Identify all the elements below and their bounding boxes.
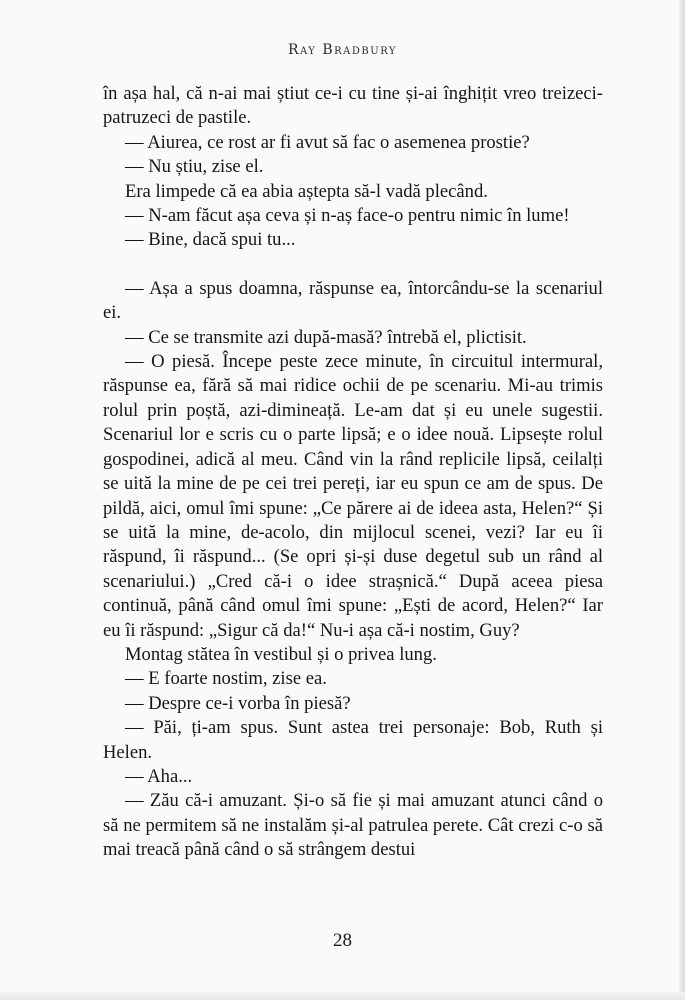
running-header: Ray Bradbury — [287, 42, 398, 58]
paragraph-3: — Nu știu, zise el. — [125, 156, 264, 178]
paragraph-5: — N-am făcut așa ceva și n-aș face-o pentru nimic în lume! — [125, 205, 570, 227]
paragraph-9: — O piesă. Începe peste zece minute, în circuitul intermural, răspunse ea, fără să mai ridice ochii de pe scenariu. Mi-au trimis rolul prin poștă, azi-dimineață. Le-am dat și eu unele sugestii. Scenariul lor e scris cu o parte lipsă; e o idee nouă. Lipsește rolul gospodinei, adică al meu. Când vin la rând replicile lipsă, ceilalți se uită la mine de pe cei trei pereți, iar eu spun ce am de spus. De pildă, aici, omul îmi spune: „Ce părere ai de ideea asta, Helen?“ Și se uită la mine, de-acolo, din mijlocul scenei, vezi? Iar eu îi răspund, îi răspund... (Se opri și-și duse degetul sub un rând al scenariului.) „Cred că-i o idee strașnică.“ După aceea piesa continuă, până când omul îmi spune: „Ești de acord, Helen?“ Iar eu îi răspund: „Sigur că da!“ Nu-i așa că-i nostim, Guy? — [103, 351, 603, 641]
paragraph-11: — E foarte nostim, zise ea. — [125, 668, 327, 690]
paragraph-15: — Zău că-i amuzant. Și-o să fie și mai amuzant atunci când o să ne permitem să ne instalăm și-al patrulea perete. Cât crezi c-o să mai treacă până când o să strângem destui — [103, 790, 603, 861]
body-text — [103, 82, 603, 863]
paragraph-13: — Păi, ți-am spus. Sunt astea trei personaje: Bob, Ruth și Helen. — [103, 717, 603, 763]
scan-edge-shadow — [679, 0, 685, 1000]
paragraph-2: — Aiurea, ce rost ar fi avut să fac o asemenea prostie? — [125, 131, 530, 153]
paragraph-1: în așa hal, că n-ai mai știut ce-i cu tine și-ai înghițit vreo treizeci-patruzeci de pastile. — [103, 83, 603, 129]
scan-bottom-edge — [0, 992, 685, 1000]
paragraph-14: — Aha... — [125, 765, 193, 787]
paragraph-7: — Așa a spus doamna, răspunse ea, întorcându-se la scenariul ei. — [103, 277, 603, 324]
section-gap — [103, 253, 603, 277]
page-number: 28 — [333, 930, 352, 951]
paragraph-4: Era limpede că ea abia aștepta să-l vadă plecând. — [125, 180, 488, 202]
paragraph-8: — Ce se transmite azi după-masă? întrebă el, plictisit. — [125, 326, 527, 348]
paragraph-6: — Bine, dacă spui tu... — [125, 229, 296, 251]
paragraph-10: Montag stătea în vestibul și o privea lung. — [125, 643, 437, 665]
paragraph-12: — Despre ce-i vorba în piesă? — [125, 692, 351, 714]
